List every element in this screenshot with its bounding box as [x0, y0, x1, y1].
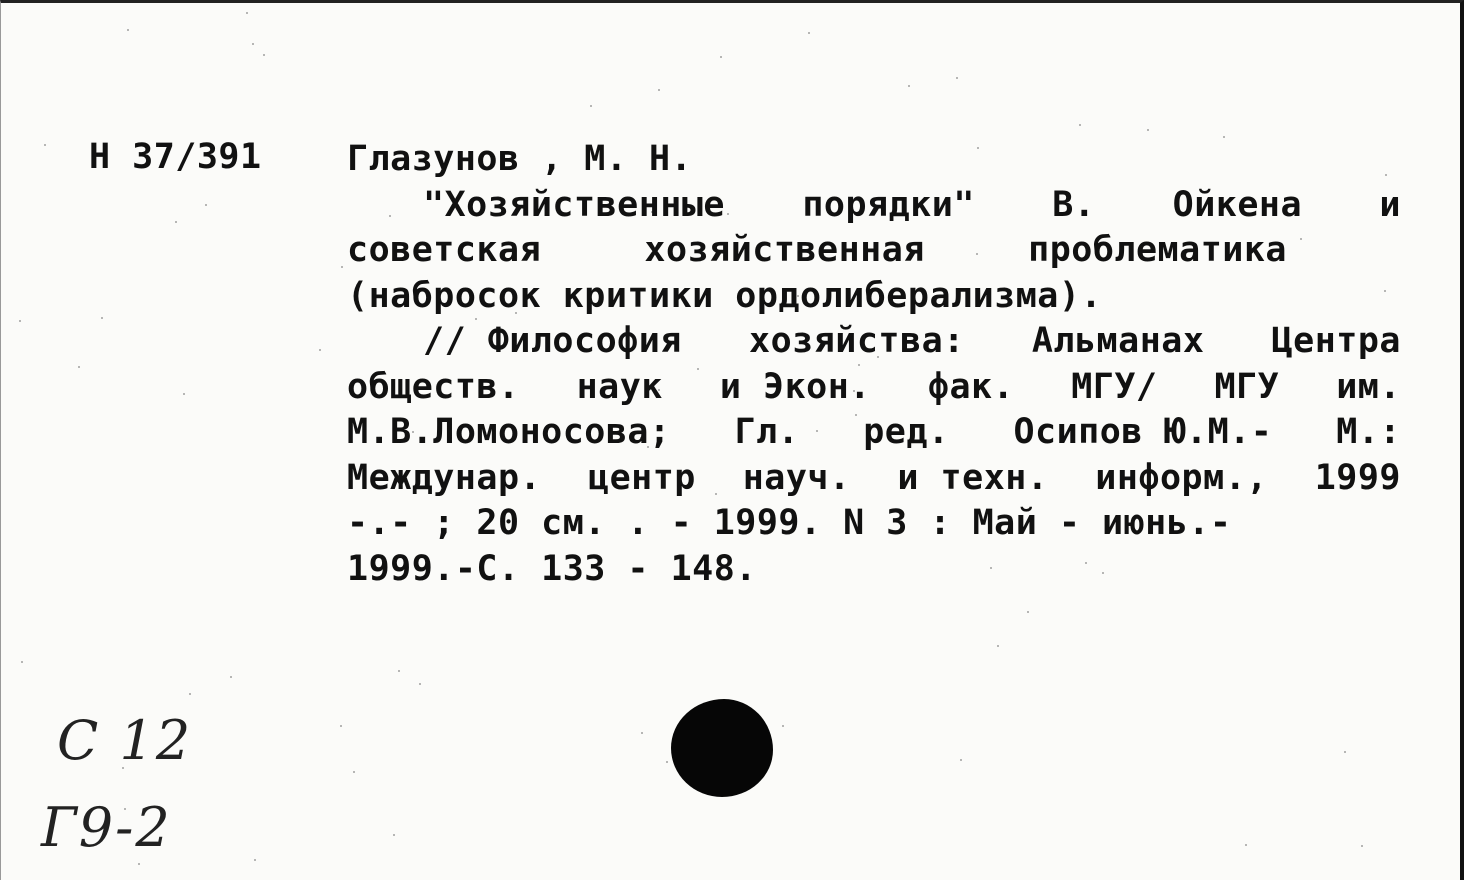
source-line-3	[347, 410, 1401, 456]
word: центр	[588, 457, 696, 498]
paper-speck	[263, 54, 265, 56]
word: и техн.	[897, 457, 1049, 498]
word: М.В.Ломоносова;	[347, 412, 671, 452]
word: проблематика	[1028, 230, 1287, 270]
handwritten-class-mark: Г9-2	[41, 796, 172, 859]
word: // Философия	[423, 321, 682, 361]
word: Альманах	[1031, 321, 1205, 361]
paper-speck	[419, 683, 421, 685]
paper-speck	[666, 761, 668, 763]
paper-speck	[319, 349, 321, 351]
source-line-2	[347, 365, 1401, 411]
paper-speck	[138, 863, 140, 865]
handwritten-class-mark: С 12	[57, 709, 193, 772]
pages: 1999.-С. 133 - 148.	[347, 548, 757, 589]
word: МГУ/	[1071, 366, 1158, 407]
source-line-4	[347, 456, 1401, 502]
word: порядки"	[802, 184, 975, 225]
paper-speck	[341, 266, 343, 268]
word: и	[1379, 184, 1401, 225]
paper-speck	[127, 29, 129, 31]
paper-speck	[19, 320, 21, 322]
word: Ойкена	[1172, 184, 1303, 225]
word: ред.	[863, 412, 950, 452]
paper-speck	[956, 77, 958, 79]
word: Центра	[1271, 321, 1401, 361]
author: Глазунов , М. Н.	[347, 139, 693, 179]
source-line-5	[347, 501, 1401, 547]
word: фак.	[927, 366, 1015, 407]
paper-speck	[1344, 751, 1346, 753]
title-line-2	[347, 228, 1287, 274]
paper-speck	[658, 89, 660, 91]
word: Гл.	[734, 412, 800, 452]
paper-speck	[1361, 845, 1363, 847]
word: 1999	[1314, 457, 1401, 498]
word: советская	[347, 230, 542, 270]
paper-speck	[254, 859, 256, 861]
paper-speck	[230, 676, 232, 678]
paper-speck	[353, 771, 355, 773]
paper-speck	[21, 661, 23, 663]
paper-speck	[960, 759, 962, 761]
title-line-1	[347, 183, 1401, 229]
paper-speck	[997, 645, 999, 647]
paper-speck	[1027, 611, 1029, 613]
word: Междунар.	[347, 457, 542, 498]
paper-speck	[398, 670, 400, 672]
word: обществ.	[347, 366, 520, 407]
word: В.	[1052, 184, 1096, 225]
paper-speck	[1079, 124, 1081, 126]
paper-speck	[1147, 129, 1149, 131]
title-line-3	[347, 274, 1401, 320]
paper-speck	[175, 221, 177, 223]
word: М.:	[1336, 412, 1401, 452]
paper-speck	[808, 32, 810, 34]
word: наук	[576, 366, 663, 407]
paper-speck	[246, 12, 248, 14]
word: Осипов Ю.М.-	[1013, 412, 1273, 452]
line-text: -.- ; 20 см. . - 1999. N 3 : Май - июнь.-	[347, 503, 1232, 543]
paper-speck	[189, 693, 191, 695]
author-line	[347, 137, 1401, 183]
paper-speck	[252, 43, 254, 45]
word: им.	[1336, 366, 1401, 407]
shelfmark: Н 37/391	[89, 137, 262, 177]
word: информ.,	[1095, 457, 1268, 498]
paper-speck	[641, 732, 643, 734]
paper-speck	[101, 317, 103, 319]
word: и Экон.	[719, 366, 871, 407]
word: хозяйства:	[749, 321, 965, 361]
paper-speck	[782, 725, 784, 727]
word: хозяйственная	[644, 230, 925, 270]
paper-speck	[183, 393, 185, 395]
paper-speck	[78, 366, 80, 368]
punch-hole	[671, 699, 773, 797]
bibliographic-entry	[347, 137, 1401, 592]
paper-speck	[44, 144, 46, 146]
paper-speck	[205, 204, 207, 206]
source-line-1	[347, 319, 1401, 365]
paper-speck	[393, 834, 395, 836]
paper-speck	[720, 56, 722, 58]
subtitle: (набросок критики ордолиберализма).	[347, 275, 1103, 316]
word: МГУ	[1214, 366, 1280, 407]
paper-speck	[1245, 844, 1247, 846]
paper-speck	[340, 725, 342, 727]
word: "Хозяйственные	[423, 184, 726, 225]
word: науч.	[742, 457, 851, 498]
paper-speck	[590, 105, 592, 107]
pages-line	[347, 547, 1401, 593]
paper-speck	[908, 85, 910, 87]
